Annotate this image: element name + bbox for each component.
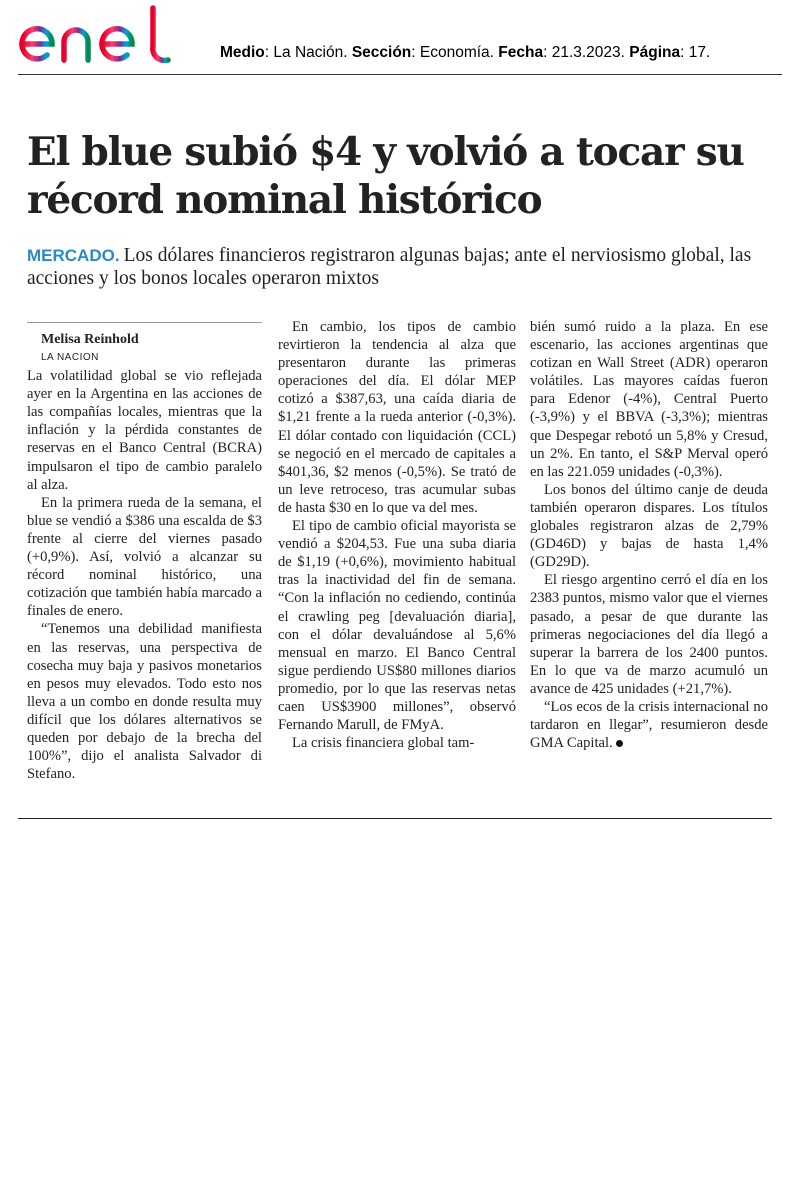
medio-label: Medio [220,44,265,61]
deck-text: Los dólares financieros registraron algunas bajas; ante el nerviosismo global, las acciones y los bonos locales operaron mixtos [27,245,752,289]
column-2 [278,318,516,752]
paragraph: “Tenemos una debilidad manifiesta en las reservas, una perspectiva de cosecha muy baja y pasivos monetarios en pesos muy elevados. Todo esto nos lleva a un combo en donde resulta muy difícil que los dólares alternativos se queden por debajo de la brecha del 100%”, dijo el analista Salvador di Stefano. [27,621,262,783]
seccion-label: Sección [351,44,412,61]
paragraph: La volatilidad global se vio reflejada ayer en la Argentina en las acciones de las compañías locales, mientras que la inflación y la pérdida constantes de reservas en el Banco Central (BCRA) impulsaron el tipo de cambio paralelo al alza. [27,368,262,493]
paragraph: En la primera rueda de la semana, el blue se vendió a $386 una escalda de $3 frente al cierre del viernes pasado (+0,9%). Así, volvió a alcanzar su récord nominal histórico, una cotización que también había marcado a finales de enero. [27,494,262,620]
byline-divider [27,322,262,323]
column-1 [27,322,262,783]
deck [27,244,777,290]
column-3 [530,318,768,752]
paragraph: La crisis financiera global tam- [292,735,475,752]
paragraph [530,698,768,752]
enel-logo [18,4,183,66]
medio-value: : La Nación. [264,44,352,61]
paragraph: bién sumó ruido a la plaza. En ese escenario, las acciones argentinas que cotizan en Wall Street (ADR) operaron volátiles. Las mayores caídas fueron para Edenor (-4%), Central Puerto (-3,9%) y el BBVA (-3,3%); mientras que Despegar rebotó un 5,8% y Cresud, un 2%. En tanto, el S&P Merval operó en las 221.059 unidades (-0,3%). [530,319,768,480]
end-mark-icon [616,740,623,747]
header-divider [18,74,782,75]
paragraph: En cambio, los tipos de cambio revirtieron la tendencia al alza que presentaron durante las primeras operaciones del día. El dólar MEP cotizó a $387,63, una caída diaria de $1,21 frente a la rueda anterior (-0,3%). El dólar contado con liquidación (CCL) se negoció en el mercado de capitales a $401,36, $2 menos (-0,5%). Se trató de un leve retroceso, tras acumular subas de hasta $30 en lo que va del mes. [278,319,516,516]
paragraph: El riesgo argentino cerró el día en los 2383 puntos, mismo valor que el viernes pasado, a pesar de que durante las primeras negociaciones del día llegó a superar la barrera de los 2400 puntos. En lo que va de marzo acumuló un avance de 425 unidades (+21,7%). [530,572,768,697]
fecha-label: Fecha [498,44,544,61]
byline-outlet: LA NACION [41,352,99,363]
seccion-value: : Economía. [411,44,499,61]
article-bottom-divider [18,818,772,819]
paragraph: El tipo de cambio oficial mayorista se vendió a $204,53. Fue una suba diaria de $1,19 (+0,6%), movimiento habitual tras la inactividad del fin de semana. “Con la inflación no cediendo, continúa el crawling peg [devaluación diaria], con el dólar devaluándose al 5,6% mensual en marzo. El Banco Central sigue perdiendo US$80 millones diarios promedio, por lo que las reservas netas caen US$3900 millones”, observó Fernando Marull, de FMyA. [278,518,516,734]
byline-author: Melisa Reinhold [41,332,139,347]
source-meta [220,44,710,62]
fecha-value: : 21.3.2023. [543,44,630,61]
pagina-value: : 17. [680,44,711,61]
paragraph: Los bonos del último canje de deuda también operaron dispares. Los títulos globales registraron alzas de 2,79% (GD46D) y bajas de hasta 1,4% (GD29D). [530,481,768,571]
headline: El blue subió $4 y volvió a tocar su récord nominal histórico [27,129,744,223]
pagina-label: Página [629,44,681,61]
closing-text: “Los ecos de la crisis internacional no tardaron en llegar”, resumieron desde GMA Capital. [530,698,768,752]
deck-kicker: MERCADO. [27,246,120,265]
